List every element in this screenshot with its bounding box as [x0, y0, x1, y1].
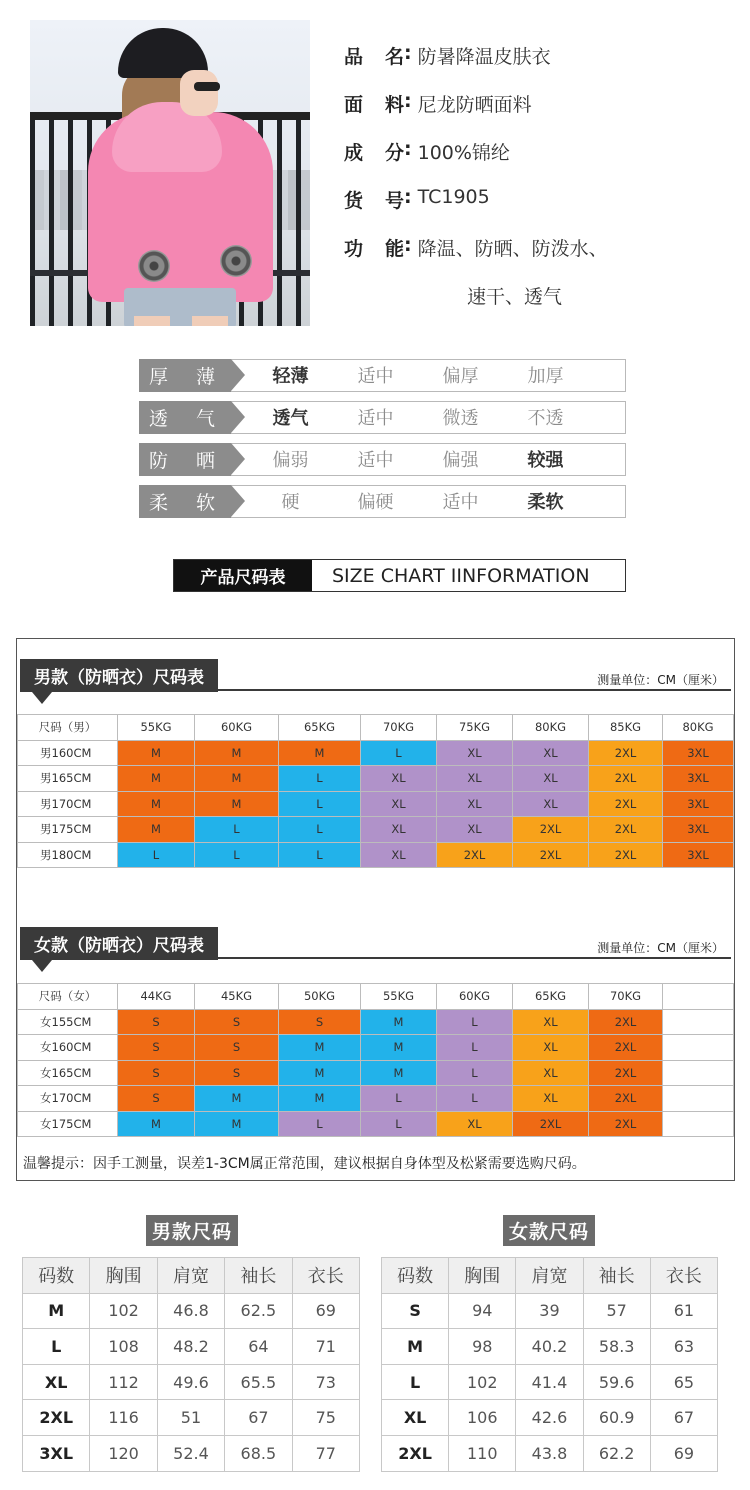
- size-cell: L: [118, 842, 195, 868]
- size-cell: XL: [513, 1009, 589, 1035]
- women-chart-title: 女款（防晒衣）尺码表: [20, 927, 218, 960]
- property-bar: [139, 359, 626, 392]
- info-label-a: 货: [344, 190, 364, 212]
- women-measure-table: [381, 1257, 718, 1472]
- size-cell: XL: [361, 842, 437, 868]
- table-row: [18, 1060, 734, 1086]
- height-label: 女160CM: [18, 1035, 118, 1061]
- size-cell: 2XL: [589, 842, 663, 868]
- size-cell: 2XL: [589, 817, 663, 843]
- women-measure-title: 女款尺码: [503, 1215, 595, 1246]
- measure-row: [382, 1400, 718, 1436]
- property-option: 偏弱: [272, 450, 309, 471]
- size-cell: S: [118, 1060, 195, 1086]
- size-cell: L: [437, 1086, 513, 1112]
- measure-row: [382, 1293, 718, 1329]
- property-option: 不透: [527, 408, 564, 429]
- size-cell: [663, 1035, 734, 1061]
- size-cell: L: [195, 842, 279, 868]
- size-cell: L: [279, 766, 361, 792]
- measure-header: 码数: [23, 1258, 90, 1294]
- table-row: [18, 791, 734, 817]
- info-colon: :: [404, 90, 412, 112]
- measure-value: 59.6: [583, 1364, 650, 1400]
- measure-value: 40.2: [516, 1329, 583, 1365]
- measure-row: [23, 1293, 360, 1329]
- measure-header-row: [23, 1258, 360, 1294]
- info-label-a: 成: [344, 142, 364, 164]
- measure-value: 39: [516, 1293, 583, 1329]
- info-label: [344, 138, 404, 165]
- size-cell: XL: [437, 740, 513, 766]
- measure-header: 胸围: [90, 1258, 157, 1294]
- table-row: [18, 842, 734, 868]
- info-label-a: 功: [344, 238, 364, 260]
- size-cell: S: [118, 1009, 195, 1035]
- property-option: 透气: [272, 408, 309, 429]
- size-cell: 3XL: [663, 842, 734, 868]
- size-cell: 2XL: [589, 740, 663, 766]
- info-row: [344, 186, 608, 234]
- measure-size: XL: [382, 1400, 449, 1436]
- size-cell: S: [195, 1035, 279, 1061]
- women-size-table: [17, 983, 734, 1137]
- size-cell: XL: [513, 766, 589, 792]
- size-cell: L: [437, 1035, 513, 1061]
- size-cell: XL: [361, 766, 437, 792]
- measure-value: 61: [650, 1293, 717, 1329]
- men-chart-divider: [20, 689, 731, 691]
- corner-cell: 尺码（女）: [18, 984, 118, 1010]
- measure-size: S: [382, 1293, 449, 1329]
- info-label-b: 号: [384, 190, 404, 212]
- property-name: 防 晒: [139, 443, 231, 476]
- info-value: 降温、防晒、防泼水、: [417, 238, 608, 260]
- measure-value: 94: [449, 1293, 516, 1329]
- size-cell: S: [195, 1060, 279, 1086]
- info-label: [344, 42, 404, 69]
- size-cell: M: [361, 1009, 437, 1035]
- table-row: [18, 817, 734, 843]
- measure-size: L: [382, 1364, 449, 1400]
- size-cell: S: [279, 1009, 361, 1035]
- property-bar: [139, 485, 626, 518]
- measure-size: 2XL: [382, 1435, 449, 1471]
- measure-value: 51: [157, 1400, 224, 1436]
- size-cell: L: [279, 842, 361, 868]
- product-info: [344, 42, 608, 330]
- size-cell: S: [118, 1086, 195, 1112]
- table-row: [18, 766, 734, 792]
- measure-size: 3XL: [23, 1435, 90, 1471]
- size-cell: XL: [513, 1060, 589, 1086]
- size-cell: M: [195, 766, 279, 792]
- info-label-b: 能: [384, 238, 404, 260]
- measure-row: [23, 1364, 360, 1400]
- size-cell: M: [279, 1060, 361, 1086]
- measure-row: [23, 1435, 360, 1471]
- weight-height-size-chart: [16, 638, 735, 1181]
- weight-header: 65KG: [279, 715, 361, 741]
- measure-value: 102: [449, 1364, 516, 1400]
- size-cell: XL: [513, 1035, 589, 1061]
- measure-row: [382, 1364, 718, 1400]
- property-option: 偏硬: [357, 492, 394, 513]
- measure-size: XL: [23, 1364, 90, 1400]
- height-label: 男180CM: [18, 842, 118, 868]
- size-cell: XL: [437, 817, 513, 843]
- weight-header: 80KG: [513, 715, 589, 741]
- table-row: [18, 1086, 734, 1112]
- size-cell: [663, 1009, 734, 1035]
- height-label: 女165CM: [18, 1060, 118, 1086]
- measure-value: 62.2: [583, 1435, 650, 1471]
- weight-header: 50KG: [279, 984, 361, 1010]
- measure-value: 63: [650, 1329, 717, 1365]
- info-value: 尼龙防晒面料: [417, 94, 532, 116]
- property-option: 适中: [357, 366, 394, 387]
- measure-value: 102: [90, 1293, 157, 1329]
- property-option: 偏强: [442, 450, 479, 471]
- weight-header: 45KG: [195, 984, 279, 1010]
- size-cell: XL: [361, 791, 437, 817]
- size-cell: 2XL: [589, 1009, 663, 1035]
- size-cell: XL: [361, 817, 437, 843]
- info-colon: :: [404, 42, 412, 64]
- size-cell: 2XL: [589, 1086, 663, 1112]
- size-cell: XL: [513, 740, 589, 766]
- size-cell: 3XL: [663, 817, 734, 843]
- weight-header: 70KG: [361, 715, 437, 741]
- measure-value: 106: [449, 1400, 516, 1436]
- size-cell: M: [118, 791, 195, 817]
- property-option: 加厚: [527, 366, 564, 387]
- size-cell: 2XL: [513, 1111, 589, 1137]
- info-label: [344, 186, 404, 213]
- height-label: 男165CM: [18, 766, 118, 792]
- measure-value: 77: [292, 1435, 359, 1471]
- property-bars: [139, 359, 626, 527]
- property-option: 硬: [281, 492, 300, 513]
- property-option: 较强: [527, 450, 564, 471]
- property-option: 适中: [442, 492, 479, 513]
- measure-size: M: [382, 1329, 449, 1365]
- measure-value: 116: [90, 1400, 157, 1436]
- info-colon: :: [404, 138, 412, 160]
- measure-value: 62.5: [225, 1293, 292, 1329]
- measure-header-row: [382, 1258, 718, 1294]
- measure-value: 120: [90, 1435, 157, 1471]
- size-cell: 3XL: [663, 740, 734, 766]
- table-header-row: [18, 715, 734, 741]
- measure-row: [23, 1400, 360, 1436]
- measure-header: 肩宽: [157, 1258, 224, 1294]
- size-cell: S: [195, 1009, 279, 1035]
- size-cell: XL: [513, 1086, 589, 1112]
- info-label-a: 品: [344, 46, 364, 68]
- weight-header: 65KG: [513, 984, 589, 1010]
- measure-value: 42.6: [516, 1400, 583, 1436]
- measure-size: M: [23, 1293, 90, 1329]
- info-label-b: 分: [384, 142, 404, 164]
- property-options: [248, 402, 625, 433]
- property-bar: [139, 401, 626, 434]
- measure-header: 衣长: [292, 1258, 359, 1294]
- size-chart-heading-en: SIZE CHART IINFORMATION: [332, 564, 590, 587]
- measure-value: 57: [583, 1293, 650, 1329]
- measure-value: 98: [449, 1329, 516, 1365]
- measure-header: 码数: [382, 1258, 449, 1294]
- info-colon: :: [404, 234, 412, 256]
- height-label: 女170CM: [18, 1086, 118, 1112]
- size-cell: L: [279, 1111, 361, 1137]
- property-bar: [139, 443, 626, 476]
- measure-value: 108: [90, 1329, 157, 1365]
- measure-size: L: [23, 1329, 90, 1365]
- size-cell: L: [437, 1009, 513, 1035]
- weight-header: [663, 984, 734, 1010]
- measure-value: 48.2: [157, 1329, 224, 1365]
- info-value: TC1905: [417, 186, 490, 208]
- size-cell: M: [361, 1035, 437, 1061]
- measure-value: 73: [292, 1364, 359, 1400]
- size-cell: L: [361, 1111, 437, 1137]
- table-header-row: [18, 984, 734, 1010]
- size-cell: 2XL: [437, 842, 513, 868]
- height-label: 男160CM: [18, 740, 118, 766]
- size-cell: 2XL: [589, 766, 663, 792]
- info-label-b: 料: [384, 94, 404, 116]
- measure-value: 69: [292, 1293, 359, 1329]
- info-row: [344, 90, 608, 138]
- measure-value: 71: [292, 1329, 359, 1365]
- property-option: 适中: [357, 450, 394, 471]
- property-option: 轻薄: [272, 366, 309, 387]
- property-option: 柔软: [527, 492, 564, 513]
- info-row: [344, 234, 608, 282]
- men-measure-title: 男款尺码: [146, 1215, 238, 1246]
- property-options: [248, 486, 625, 517]
- property-name: 透 气: [139, 401, 231, 434]
- info-label: [344, 90, 404, 117]
- property-options: [248, 444, 625, 475]
- measure-value: 46.8: [157, 1293, 224, 1329]
- size-cell: 2XL: [513, 842, 589, 868]
- size-cell: M: [195, 1086, 279, 1112]
- info-value-continued: [344, 282, 608, 330]
- weight-header: 70KG: [589, 984, 663, 1010]
- measure-value: 112: [90, 1364, 157, 1400]
- size-cell: 3XL: [663, 766, 734, 792]
- size-cell: 3XL: [663, 791, 734, 817]
- size-cell: L: [195, 817, 279, 843]
- measure-row: [23, 1329, 360, 1365]
- info-label-b: 名: [384, 46, 404, 68]
- measure-value: 65.5: [225, 1364, 292, 1400]
- size-cell: [663, 1086, 734, 1112]
- size-cell: M: [279, 1086, 361, 1112]
- table-row: [18, 740, 734, 766]
- size-cell: M: [118, 766, 195, 792]
- size-cell: [663, 1111, 734, 1137]
- size-cell: 2XL: [589, 1111, 663, 1137]
- size-cell: XL: [437, 791, 513, 817]
- info-label: [344, 234, 404, 261]
- size-cell: 2XL: [589, 1035, 663, 1061]
- measure-value: 75: [292, 1400, 359, 1436]
- size-cell: M: [118, 817, 195, 843]
- measure-value: 49.6: [157, 1364, 224, 1400]
- size-cell: L: [437, 1060, 513, 1086]
- weight-header: 60KG: [437, 984, 513, 1010]
- size-cell: L: [361, 1086, 437, 1112]
- measure-value: 67: [225, 1400, 292, 1436]
- table-row: [18, 1111, 734, 1137]
- measure-value: 41.4: [516, 1364, 583, 1400]
- height-label: 女155CM: [18, 1009, 118, 1035]
- measure-header: 袖长: [225, 1258, 292, 1294]
- info-label-a: 面: [344, 94, 364, 116]
- weight-header: 44KG: [118, 984, 195, 1010]
- measure-header: 袖长: [583, 1258, 650, 1294]
- product-photo: [30, 20, 310, 326]
- measure-header: 肩宽: [516, 1258, 583, 1294]
- size-cell: XL: [437, 1111, 513, 1137]
- weight-header: 80KG: [663, 715, 734, 741]
- measure-value: 60.9: [583, 1400, 650, 1436]
- measure-value: 65: [650, 1364, 717, 1400]
- height-label: 男170CM: [18, 791, 118, 817]
- size-chart-heading-cn: 产品尺码表: [174, 560, 312, 591]
- measure-value: 64: [225, 1329, 292, 1365]
- weight-header: 55KG: [118, 715, 195, 741]
- men-measure-table: [22, 1257, 360, 1472]
- measure-value: 67: [650, 1400, 717, 1436]
- height-label: 女175CM: [18, 1111, 118, 1137]
- size-cell: 2XL: [513, 817, 589, 843]
- women-chart-divider: [20, 957, 731, 959]
- property-name: 厚 薄: [139, 359, 231, 392]
- table-row: [18, 1009, 734, 1035]
- size-cell: M: [279, 740, 361, 766]
- measure-value: 68.5: [225, 1435, 292, 1471]
- height-label: 男175CM: [18, 817, 118, 843]
- men-size-table: [17, 714, 734, 868]
- women-chart-unit: 测量单位：CM（厘米）: [597, 941, 724, 955]
- property-option: 微透: [442, 408, 479, 429]
- property-options: [248, 360, 625, 391]
- measure-value: 58.3: [583, 1329, 650, 1365]
- size-cell: M: [195, 1111, 279, 1137]
- size-cell: L: [279, 817, 361, 843]
- size-cell: M: [279, 1035, 361, 1061]
- property-option: 适中: [357, 408, 394, 429]
- weight-header: 75KG: [437, 715, 513, 741]
- size-cell: XL: [513, 791, 589, 817]
- size-cell: M: [118, 1111, 195, 1137]
- measure-value: 110: [449, 1435, 516, 1471]
- measurement-tip: 温馨提示：因手工测量，误差1-3CM属正常范围，建议根据自身体型及松紧需要选购尺码。: [23, 1156, 586, 1172]
- size-chart-heading: [173, 559, 626, 592]
- measure-row: [382, 1329, 718, 1365]
- men-chart-title: 男款（防晒衣）尺码表: [20, 659, 218, 692]
- property-option: 偏厚: [442, 366, 479, 387]
- property-name: 柔 软: [139, 485, 231, 518]
- size-cell: [663, 1060, 734, 1086]
- men-chart-unit: 测量单位：CM（厘米）: [597, 673, 724, 687]
- size-cell: S: [118, 1035, 195, 1061]
- measure-value: 43.8: [516, 1435, 583, 1471]
- measure-row: [382, 1435, 718, 1471]
- size-cell: L: [279, 791, 361, 817]
- info-value: 防暑降温皮肤衣: [417, 46, 551, 68]
- size-cell: L: [361, 740, 437, 766]
- corner-cell: 尺码（男）: [18, 715, 118, 741]
- size-cell: M: [195, 791, 279, 817]
- weight-header: 60KG: [195, 715, 279, 741]
- measure-size: 2XL: [23, 1400, 90, 1436]
- size-cell: M: [195, 740, 279, 766]
- size-cell: M: [118, 740, 195, 766]
- info-row: [344, 138, 608, 186]
- weight-header: 55KG: [361, 984, 437, 1010]
- size-cell: M: [361, 1060, 437, 1086]
- info-value: 100%锦纶: [417, 142, 510, 164]
- measure-value: 69: [650, 1435, 717, 1471]
- measure-header: 衣长: [650, 1258, 717, 1294]
- info-value: 速干、透气: [467, 286, 563, 308]
- size-cell: 2XL: [589, 1060, 663, 1086]
- info-row: [344, 42, 608, 90]
- measure-header: 胸围: [449, 1258, 516, 1294]
- weight-header: 85KG: [589, 715, 663, 741]
- size-cell: 2XL: [589, 791, 663, 817]
- size-cell: XL: [437, 766, 513, 792]
- table-row: [18, 1035, 734, 1061]
- info-colon: :: [404, 186, 412, 208]
- measure-value: 52.4: [157, 1435, 224, 1471]
